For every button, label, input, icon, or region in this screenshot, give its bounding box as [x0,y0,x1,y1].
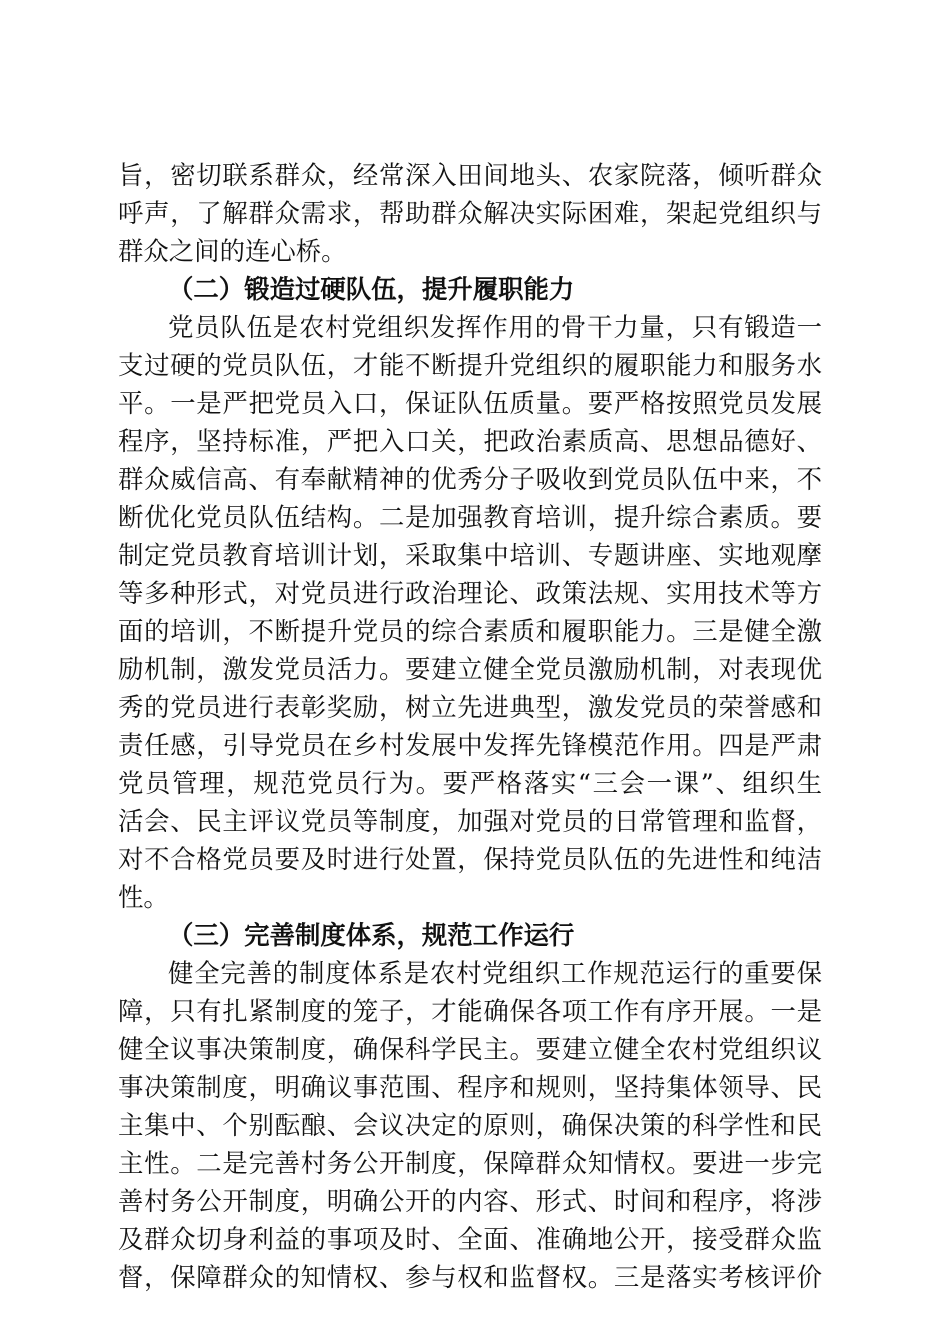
paragraph-line: 健全完善的制度体系是农村党组织工作规范运行的重要保 [168,958,822,988]
paragraph-line: 对不合格党员要及时进行处置，保持党员队伍的先进性和纯洁 [118,844,822,874]
paragraph-line: 健全议事决策制度，确保科学民主。要建立健全农村党组织议 [118,1034,822,1064]
paragraph-line: 旨，密切联系群众，经常深入田间地头、农家院落，倾听群众 [118,160,822,190]
section-heading: （三）完善制度体系，规范工作运行 [168,920,575,950]
paragraph-line: 党员队伍是农村党组织发挥作用的骨干力量，只有锻造一 [168,312,822,342]
section-heading: （二）锻造过硬队伍，提升履职能力 [168,274,575,304]
paragraph-line: 活会、民主评议党员等制度，加强对党员的日常管理和监督， [118,806,822,836]
paragraph-line: 呼声，了解群众需求，帮助群众解决实际困难，架起党组织与 [118,198,822,228]
paragraph-line: 群众威信高、有奉献精神的优秀分子吸收到党员队伍中来，不 [118,464,822,494]
paragraph-line: 面的培训，不断提升党员的综合素质和履职能力。三是健全激 [118,616,822,646]
paragraph-line: 责任感，引导党员在乡村发展中发挥先锋模范作用。四是严肃 [118,730,822,760]
paragraph-line: 支过硬的党员队伍，才能不断提升党组织的履职能力和服务水 [118,350,822,380]
paragraph-line: 制定党员教育培训计划，采取集中培训、专题讲座、实地观摩 [118,540,822,570]
paragraph-line: 主集中、个别酝酿、会议决定的原则，确保决策的科学性和民 [118,1110,822,1140]
paragraph-line: 党员管理，规范党员行为。要严格落实“三会一课”、组织生 [118,768,822,798]
paragraph-line: 励机制，激发党员活力。要建立健全党员激励机制，对表现优 [118,654,822,684]
paragraph-line: 及群众切身利益的事项及时、全面、准确地公开，接受群众监 [118,1224,822,1254]
paragraph-line: 主性。二是完善村务公开制度，保障群众知情权。要进一步完 [118,1148,822,1178]
paragraph-line: 断优化党员队伍结构。二是加强教育培训，提升综合素质。要 [118,502,822,532]
paragraph-line: 障，只有扎紧制度的笼子，才能确保各项工作有序开展。一是 [118,996,822,1026]
paragraph-line: 等多种形式，对党员进行政治理论、政策法规、实用技术等方 [118,578,822,608]
paragraph-line: 性。 [118,882,169,912]
paragraph-line: 督，保障群众的知情权、参与权和监督权。三是落实考核评价 [118,1262,822,1292]
paragraph-line: 事决策制度，明确议事范围、程序和规则，坚持集体领导、民 [118,1072,822,1102]
paragraph-line: 群众之间的连心桥。 [118,236,347,266]
paragraph-line: 秀的党员进行表彰奖励，树立先进典型，激发党员的荣誉感和 [118,692,822,722]
paragraph-line: 善村务公开制度，明确公开的内容、形式、时间和程序，将涉 [118,1186,822,1216]
paragraph-line: 程序，坚持标准，严把入口关，把政治素质高、思想品德好、 [118,426,822,456]
paragraph-line: 平。一是严把党员入口，保证队伍质量。要严格按照党员发展 [118,388,822,418]
